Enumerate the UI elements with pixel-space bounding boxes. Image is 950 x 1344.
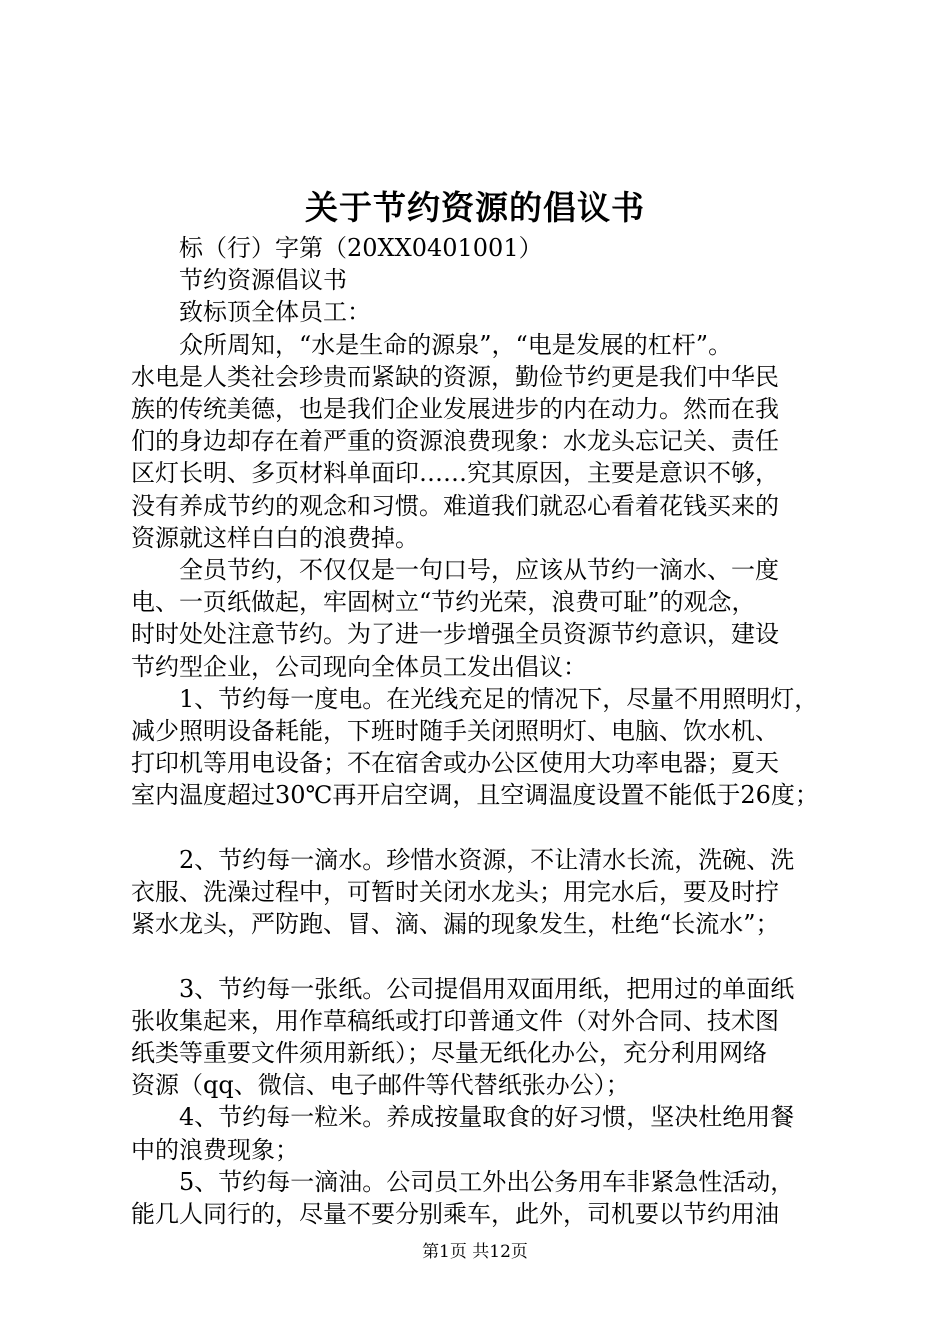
paragraph-line: 致标顶全体员工： xyxy=(179,298,371,327)
paragraph-line: 族的传统美德，也是我们企业发展进步的内在动力。然而在我 xyxy=(131,395,779,424)
blank-line xyxy=(131,812,833,844)
document-body xyxy=(131,232,833,1230)
paragraph-line: 3、节约每一张纸。公司提倡用双面用纸，把用过的单面纸 xyxy=(179,974,795,1003)
paragraph-line: 节约资源倡议书 xyxy=(179,266,347,295)
paragraph-line: 衣服、洗澡过程中，可暂时关闭水龙头；用完水后，要及时拧 xyxy=(131,878,779,907)
blank-line xyxy=(131,940,833,972)
paragraph-line: 紧水龙头，严防跑、冒、滴、漏的现象发生，杜绝“长流水”； xyxy=(131,910,780,939)
paragraph-line: 2、节约每一滴水。珍惜水资源，不让清水长流，洗碗、洗 xyxy=(179,845,795,874)
paragraph-line: 电、一页纸做起，牢固树立“节约光荣，浪费可耻”的观念， xyxy=(131,588,756,617)
paragraph-line: 水电是人类社会珍贵而紧缺的资源，勤俭节约更是我们中华民 xyxy=(131,362,779,391)
document-title: 关于节约资源的倡议书 xyxy=(305,188,645,227)
paragraph-line: 室内温度超过30℃再开启空调，且空调温度设置不能低于26度； xyxy=(131,781,819,810)
paragraph-line: 节约型企业，公司现向全体员工发出倡议： xyxy=(131,652,587,681)
paragraph-line: 时时处处注意节约。为了进一步增强全员资源节约意识，建设 xyxy=(131,620,779,649)
paragraph-line: 1、节约每一度电。在光线充足的情况下，尽量不用照明灯， xyxy=(179,684,819,713)
paragraph-line: 资源（qq、微信、电子邮件等代替纸张办公）； xyxy=(131,1071,630,1100)
paragraph-line: 们的身边却存在着严重的资源浪费现象：水龙头忘记关、责任 xyxy=(131,427,779,456)
paragraph-line: 中的浪费现象； xyxy=(131,1135,299,1164)
paragraph-line: 没有养成节约的观念和习惯。难道我们就忍心看着花钱买来的 xyxy=(131,491,779,520)
paragraph-line: 张收集起来，用作草稿纸或打印普通文件（对外合同、技术图 xyxy=(131,1006,779,1035)
paragraph-line: 纸类等重要文件须用新纸）；尽量无纸化办公，充分利用网络 xyxy=(131,1039,767,1068)
paragraph-line: 减少照明设备耗能，下班时随手关闭照明灯、电脑、饮水机、 xyxy=(131,717,779,746)
paragraph-line: 区灯长明、多页材料单面印……究其原因，主要是意识不够， xyxy=(131,459,779,488)
paragraph-line: 5、节约每一滴油。公司员工外出公务用车非紧急性活动， xyxy=(179,1167,795,1196)
paragraph-line: 打印机等用电设备；不在宿舍或办公区使用大功率电器；夏天 xyxy=(131,749,779,778)
paragraph-line: 全员节约，不仅仅是一句口号，应该从节约一滴水、一度 xyxy=(179,556,779,585)
paragraph-line: 能几人同行的，尽量不要分别乘车，此外，司机要以节约用油 xyxy=(131,1200,779,1229)
page-footer: 第1页 共12页 xyxy=(422,1242,528,1262)
paragraph-line: 众所周知，“水是生命的源泉”，“电是发展的杠杆”。 xyxy=(179,330,733,359)
paragraph-line: 资源就这样白白的浪费掉。 xyxy=(131,523,419,552)
paragraph-line: 4、节约每一粒米。养成按量取食的好习惯，坚决杜绝用餐 xyxy=(179,1103,795,1132)
paragraph-line: 标（行）字第（20XX0401001） xyxy=(179,234,543,262)
